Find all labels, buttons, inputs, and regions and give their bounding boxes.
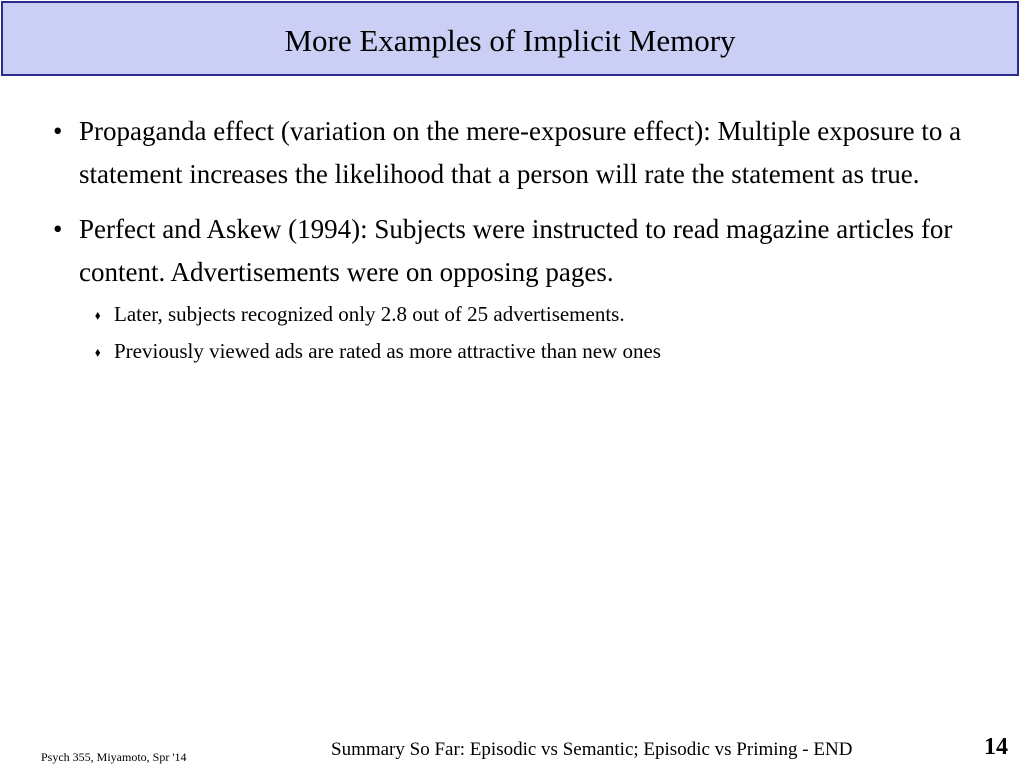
sub-bullet-text: Later, subjects recognized only 2.8 out of 25 advertisements. (114, 302, 625, 326)
diamond-bullet-icon: ⬧ (95, 345, 101, 359)
sub-bullet-list (0, 296, 1024, 370)
sub-bullet-attractiveness (0, 333, 1024, 370)
footer-course-label: Psych 355, Miyamoto, Spr '14 (41, 750, 187, 764)
slide-content (0, 110, 1024, 370)
sub-bullet-text: Previously viewed ads are rated as more attractive than new ones (114, 339, 661, 363)
page-number: 14 (984, 734, 1008, 760)
bullet-perfect-askew (0, 208, 1024, 294)
bullet-text: Propaganda effect (variation on the mere-exposure effect): Multiple exposure to a statement increases the likelihood that a person will rate the statement as true. (79, 116, 962, 189)
diamond-bullet-icon: ⬧ (95, 308, 101, 322)
sub-bullet-recognition (0, 296, 1024, 333)
footer-summary-link[interactable]: Summary So Far: Episodic vs Semantic; Episodic vs Priming - END (331, 739, 853, 760)
bullet-marker: • (53, 214, 63, 244)
title-bar (1, 1, 1019, 76)
slide-title: More Examples of Implicit Memory (284, 22, 736, 58)
bullet-text: Perfect and Askew (1994): Subjects were instructed to read magazine articles for content. Advertisements were on opposing pages. (79, 214, 953, 287)
bullet-marker: • (53, 116, 63, 146)
bullet-propaganda-effect (0, 110, 1024, 196)
